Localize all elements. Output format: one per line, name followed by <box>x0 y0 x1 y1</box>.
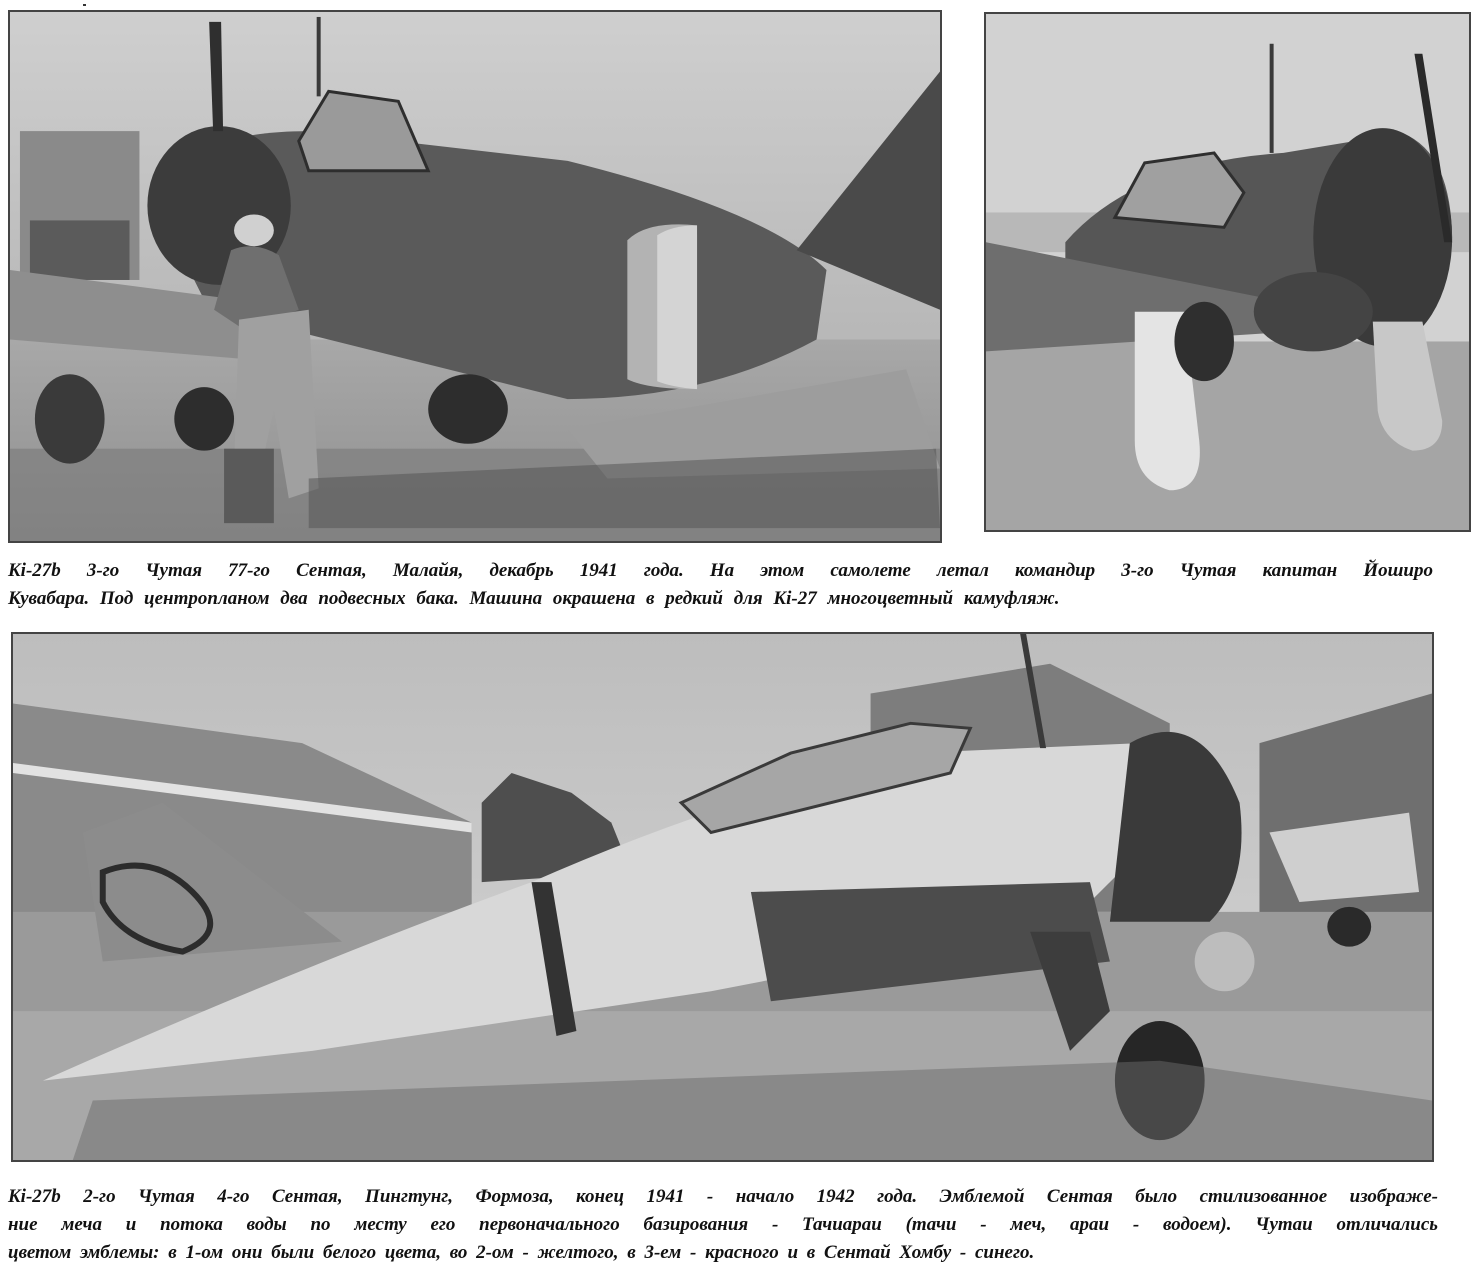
photo-ki27-rear-view <box>8 10 942 543</box>
caption-top <box>8 557 1433 613</box>
caption-bottom <box>8 1183 1438 1267</box>
caption-bottom-line-3: цветом эмблемы: в 1-ом они были белого цвета, во 2-ом - желтого, в 3-ем - красного и в Сентай Хомбу - синего. <box>8 1242 1035 1263</box>
caption-bottom-line-2: ние меча и потока воды по месту его первоначального базирования - Тачиараи (тачи - меч, араи - водоем). Чутаи отличались <box>8 1214 1438 1235</box>
photo-ki27-side-view <box>11 632 1434 1162</box>
caption-bottom-line-1: Ki-27b 2-го Чутая 4-го Сентая, Пингтунг, Формоза, конец 1941 - начало 1942 года. Эмблемой Сентая было стилизованное изображе- <box>8 1186 1438 1207</box>
print-mark <box>83 4 86 6</box>
caption-top-line-1: Ki-27b 3-го Чутая 77-го Сентая, Малайя, декабрь 1941 года. На этом самолете летал командир 3-го Чутая капитан Йоширо <box>8 560 1433 581</box>
photo-ki27-front-view <box>984 12 1471 532</box>
caption-top-line-2: Кувабара. Под центропланом два подвесных бака. Машина окрашена в редкий для Ki-27 многоцветный камуфляж. <box>8 588 1060 609</box>
